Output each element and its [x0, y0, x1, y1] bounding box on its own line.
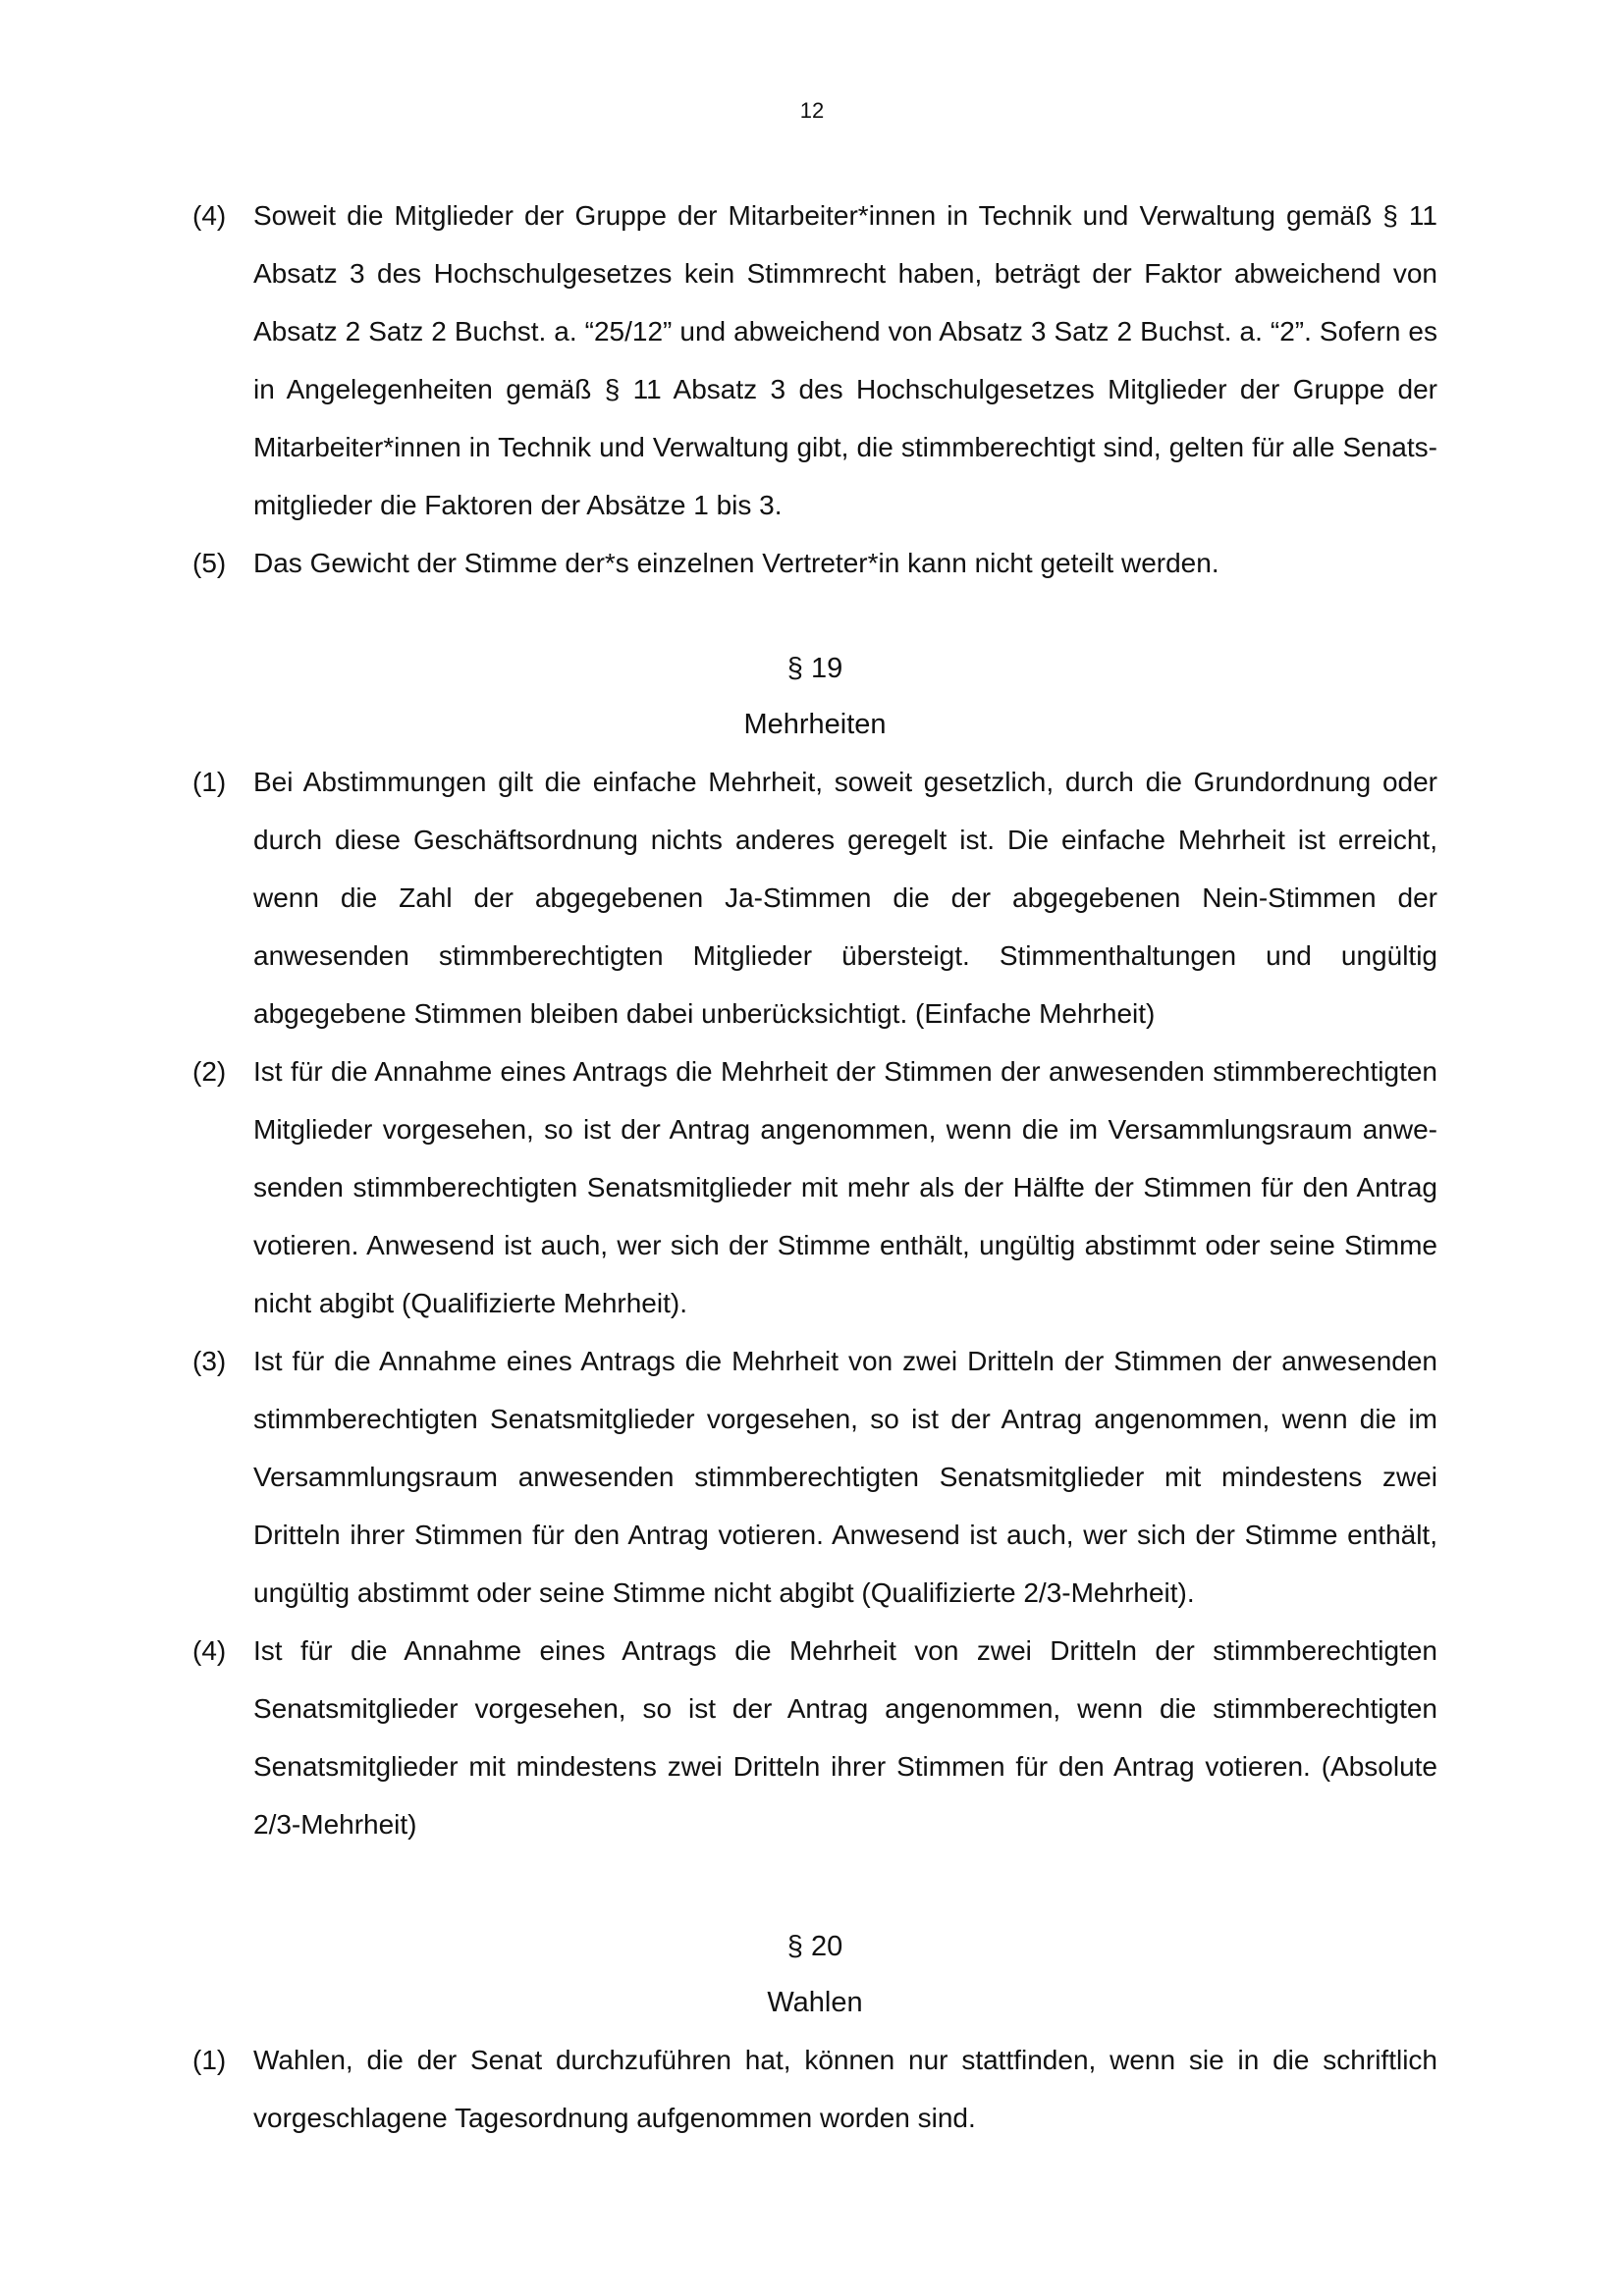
paragraph-number: (2): [192, 1056, 227, 1087]
paragraph-text: Ist für die Annahme eines Antrags die Mehrheit der Stimmen der anwesenden stimmberechtigten Mitglieder vorgesehen, so ist der Antrag angenommen, wenn die im Versammlungsraum anwesenden stimmberechtigten Senatsmitglieder mit mehr als der Hälfte der Stimmen für den Antrag votieren. Anwesend ist auch, wer sich der Stimme enthält, ungültig abstimmt oder seine Stimme nicht abgibt (Qualifizierte Mehrheit).: [253, 1056, 1437, 1318]
paragraph-text: Das Gewicht der Stimme der*s einzelnen Vertreter*in kann nicht geteilt werden.: [253, 548, 1219, 578]
paragraph-text: Bei Abstimmungen gilt die einfache Mehrheit, soweit gesetzlich, durch die Grundordnung oder durch diese Geschäftsordnung nichts anderes geregelt ist. Die einfache Mehrheit ist erreicht, wenn die Zahl der abgegebenen Ja-Stimmen die der abgegebenen Nein-Stimmen der anwesenden stimmberechtigten Mitglieder übersteigt. Stimmenthaltungen und ungültig abgegebene Stimmen bleiben dabei unberücksichtigt. (Einfache Mehrheit): [253, 767, 1437, 1029]
page-number: 12: [799, 98, 825, 123]
paragraph-text: Ist für die Annahme eines Antrags die Mehrheit von zwei Dritteln der stimmberechtigten Senatsmitglieder vorgesehen, so ist der Antrag angenommen, wenn die stimmberechtigten Senatsmitglieder mit mindestens zwei Dritteln ihrer Stimmen für den Antrag votieren. (Absolute 2/3-Mehrheit): [253, 1635, 1437, 1840]
section-20-number: § 20: [786, 1931, 843, 1962]
section-19-paragraph-3: [192, 1332, 1437, 1622]
paragraph-number: (3): [192, 1346, 227, 1376]
section-19-title: Mehrheiten: [743, 709, 887, 740]
paragraph-number: (4): [192, 1635, 227, 1666]
section-19-paragraph-4: [192, 1622, 1437, 1853]
section-20-title: Wahlen: [767, 1987, 863, 2018]
paragraph-4: [192, 187, 1437, 534]
paragraph-text: Wahlen, die der Senat durchzuführen hat, können nur stattfinden, wenn sie in die schriftlich vorgeschlagene Tagesordnung aufgenommen worden sind.: [253, 2045, 1437, 2133]
paragraph-number: (1): [192, 767, 227, 797]
paragraph-text: Ist für die Annahme eines Antrags die Mehrheit von zwei Dritteln der Stimmen der anwesenden stimmberechtigten Senatsmitglieder vorgesehen, so ist der Antrag angenommen, wenn die im Versammlungsraum anwesenden stimmberechtigten Senatsmitglieder mit mindestens zwei Dritteln ihrer Stimmen für den Antrag votieren. Anwesend ist auch, wer sich der Stimme enthält, ungültig abstimmt oder seine Stimme nicht abgibt (Qualifizierte 2/3-Mehrheit).: [253, 1346, 1437, 1608]
section-20-paragraph-1: [192, 2031, 1437, 2147]
section-19-paragraph-2: [192, 1042, 1437, 1332]
paragraph-5: [192, 534, 1437, 592]
document-body: [192, 187, 1437, 2147]
section-19-paragraph-1: [192, 753, 1437, 1042]
paragraph-number: (4): [192, 200, 227, 231]
paragraph-number: (1): [192, 2045, 227, 2075]
paragraph-text: Soweit die Mitglieder der Gruppe der Mitarbeiter*innen in Technik und Verwaltung gemäß § 11 Absatz 3 des Hochschulgesetzes kein Stimmrecht haben, beträgt der Faktor abweichend von Absatz 2 Satz 2 Buchst. a. “25/12” und abweichend von Absatz 3 Satz 2 Buchst. a. “2”. Sofern es in Angelegenheiten gemäß § 11 Absatz 3 des Hochschulgesetzes Mitglieder der Gruppe der Mitarbeiter*innen in Technik und Verwaltung gibt, die stimmberechtigt sind, gelten für alle Senatsmitglieder die Faktoren der Absätze 1 bis 3.: [253, 200, 1437, 520]
paragraph-number: (5): [192, 548, 227, 578]
section-19-number: § 19: [786, 653, 843, 684]
